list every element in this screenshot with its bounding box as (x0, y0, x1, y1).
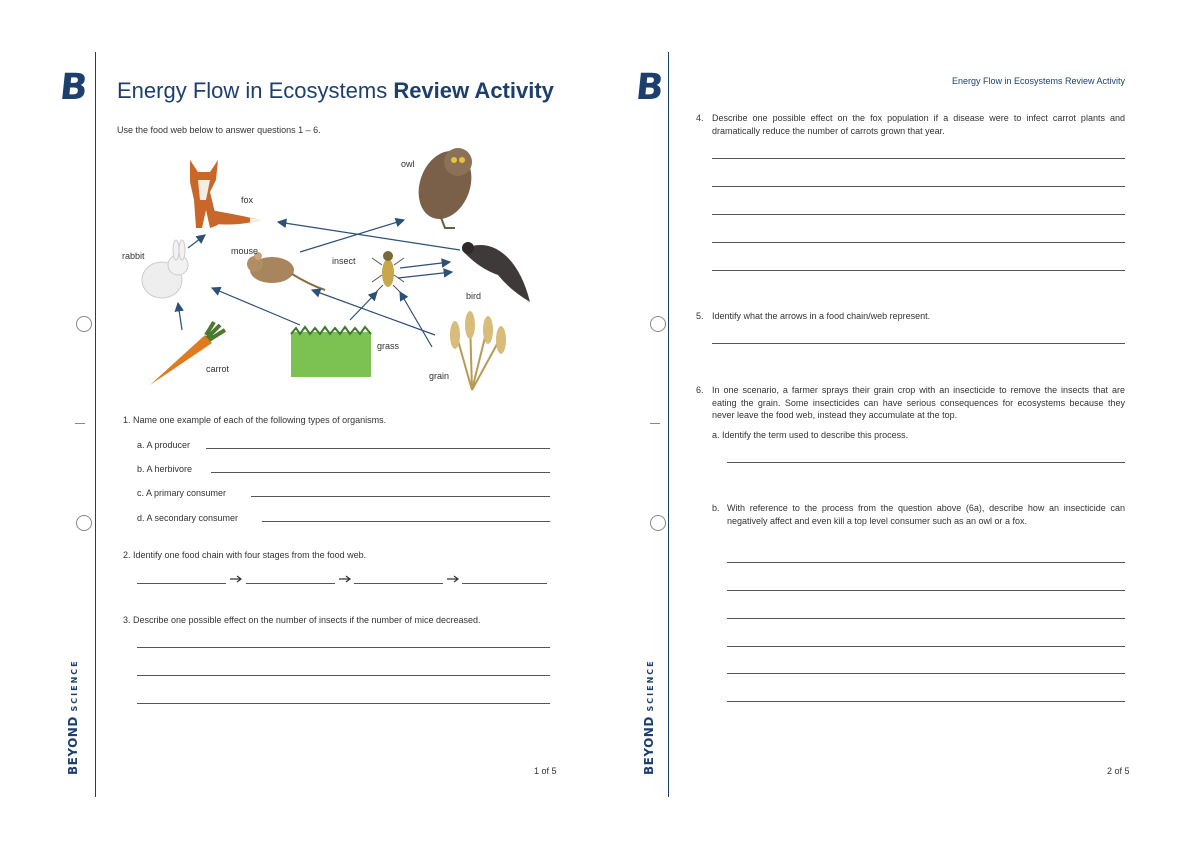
answer-line-4[interactable] (712, 214, 1125, 215)
instructions: Use the food web below to answer questions 1 – 6. (117, 125, 321, 135)
question-5: Identify what the arrows in a food chain/web represent. (712, 311, 931, 321)
food-web-arrows (178, 220, 460, 347)
answer-line-3[interactable] (137, 647, 550, 648)
answer-line-5[interactable] (712, 343, 1125, 344)
title-bold: Review Activity (393, 78, 554, 103)
brand-sub: SCIENCE (70, 659, 79, 712)
answer-line-3[interactable] (137, 703, 550, 704)
label-bird: bird (466, 291, 482, 301)
question-2: 2. Identify one food chain with four stages from the food web. (123, 550, 367, 560)
brand-sub: SCIENCE (646, 659, 655, 712)
beyond-logo: B (633, 67, 666, 108)
answer-line-2-stage4[interactable] (462, 583, 547, 584)
fox-illustration (190, 160, 262, 228)
label-carrot: carrot (206, 364, 230, 374)
margin-rule (668, 52, 669, 797)
label-grass: grass (377, 341, 400, 351)
arrow-carrot-rabbit (178, 303, 182, 330)
arrow-grass-rabbit (212, 288, 300, 325)
label-rabbit: rabbit (122, 251, 145, 261)
arrow-bird-fox (278, 222, 460, 250)
fold-tick (75, 423, 85, 424)
binder-hole (650, 515, 666, 531)
food-web-diagram (110, 140, 550, 400)
question-6a: a. Identify the term used to describe this process. (712, 430, 909, 440)
arrow-insect-bird (398, 272, 452, 278)
answer-line-2-stage2[interactable] (246, 583, 335, 584)
grass-illustration (291, 332, 371, 377)
page-number: 1 of 5 (534, 766, 557, 776)
running-header: Energy Flow in Ecosystems Review Activity (951, 76, 1125, 86)
binder-hole (76, 316, 92, 332)
question-4-number: 4. (696, 113, 704, 123)
arrow-mouse-owl (300, 220, 404, 252)
answer-line-6b[interactable] (727, 590, 1125, 591)
page-title (117, 78, 554, 104)
worksheet-page-2 (600, 0, 1200, 848)
question-1d-label: d. A secondary consumer (137, 513, 239, 523)
binder-hole (650, 316, 666, 332)
question-6-number: 6. (696, 385, 704, 395)
page-number: 2 of 5 (1107, 766, 1130, 776)
question-6b: With reference to the process from the question above (6a), describe how an insecticide can negatively affect and even kill a top level consumer such as an owl or a fox. (727, 503, 1125, 526)
answer-line-1d[interactable] (262, 521, 550, 522)
question-5-number: 5. (696, 311, 704, 321)
answer-line-4[interactable] (712, 186, 1125, 187)
margin-rule (95, 52, 96, 797)
question-3: 3. Describe one possible effect on the number of insects if the number of mice decreased. (123, 615, 481, 625)
rabbit-illustration (142, 240, 188, 298)
beyond-logo: B (57, 67, 90, 108)
answer-line-1c[interactable] (251, 496, 550, 497)
answer-line-4[interactable] (712, 242, 1125, 243)
brand-main: BEYOND (642, 716, 656, 775)
answer-line-4[interactable] (712, 158, 1125, 159)
answer-line-1b[interactable] (211, 472, 550, 473)
fold-tick (650, 423, 660, 424)
arrow-grain-mouse (312, 290, 435, 335)
answer-line-6b[interactable] (727, 701, 1125, 702)
arrow-rabbit-fox (188, 235, 205, 248)
answer-line-6a[interactable] (727, 462, 1125, 463)
answer-line-3[interactable] (137, 675, 550, 676)
binder-hole (76, 515, 92, 531)
question-1b-label: b. A herbivore (137, 464, 193, 474)
question-1: 1. Name one example of each of the following types of organisms. (123, 415, 387, 425)
brand-wordmark (642, 659, 656, 775)
question-6: In one scenario, a farmer sprays their grain crop with an insecticide to remove the insects that are eating the grain. Some insecticides can have serious consequences for ecosystems because they never leave the food web, instead they accumulate at the top. (712, 385, 1125, 420)
answer-line-6b[interactable] (727, 646, 1125, 647)
question-1a-label: a. A producer (137, 440, 191, 450)
question-6b-number: b. (712, 503, 720, 513)
title-plain: Energy Flow in Ecosystems (117, 78, 394, 103)
answer-line-6b[interactable] (727, 673, 1125, 674)
label-grain: grain (429, 371, 450, 381)
label-fox: fox (241, 195, 254, 205)
owl-illustration (410, 144, 481, 228)
question-4: Describe one possible effect on the fox population if a disease were to infect carrot plants and dramatically reduce the number of carrots grown that year. (712, 113, 1125, 136)
carrot-illustration (150, 322, 225, 385)
grain-illustration (450, 311, 506, 390)
label-insect: insect (332, 256, 356, 266)
insect-illustration (372, 251, 404, 292)
answer-line-1a[interactable] (206, 448, 550, 449)
label-owl: owl (401, 159, 415, 169)
answer-line-4[interactable] (712, 270, 1125, 271)
mouse-illustration (247, 252, 325, 290)
arrow-right-icon (339, 574, 353, 584)
arrow-right-icon (447, 574, 461, 584)
arrow-insect-bird-2 (400, 262, 450, 268)
answer-line-6b[interactable] (727, 562, 1125, 563)
question-1c-label: c. A primary consumer (137, 488, 227, 498)
brand-wordmark (66, 659, 80, 775)
answer-line-6b[interactable] (727, 618, 1125, 619)
arrow-right-icon (230, 574, 244, 584)
answer-line-2-stage3[interactable] (354, 583, 443, 584)
brand-main: BEYOND (66, 716, 80, 775)
arrow-grain-insect (400, 292, 432, 347)
answer-line-2-stage1[interactable] (137, 583, 226, 584)
label-mouse: mouse (231, 246, 259, 256)
